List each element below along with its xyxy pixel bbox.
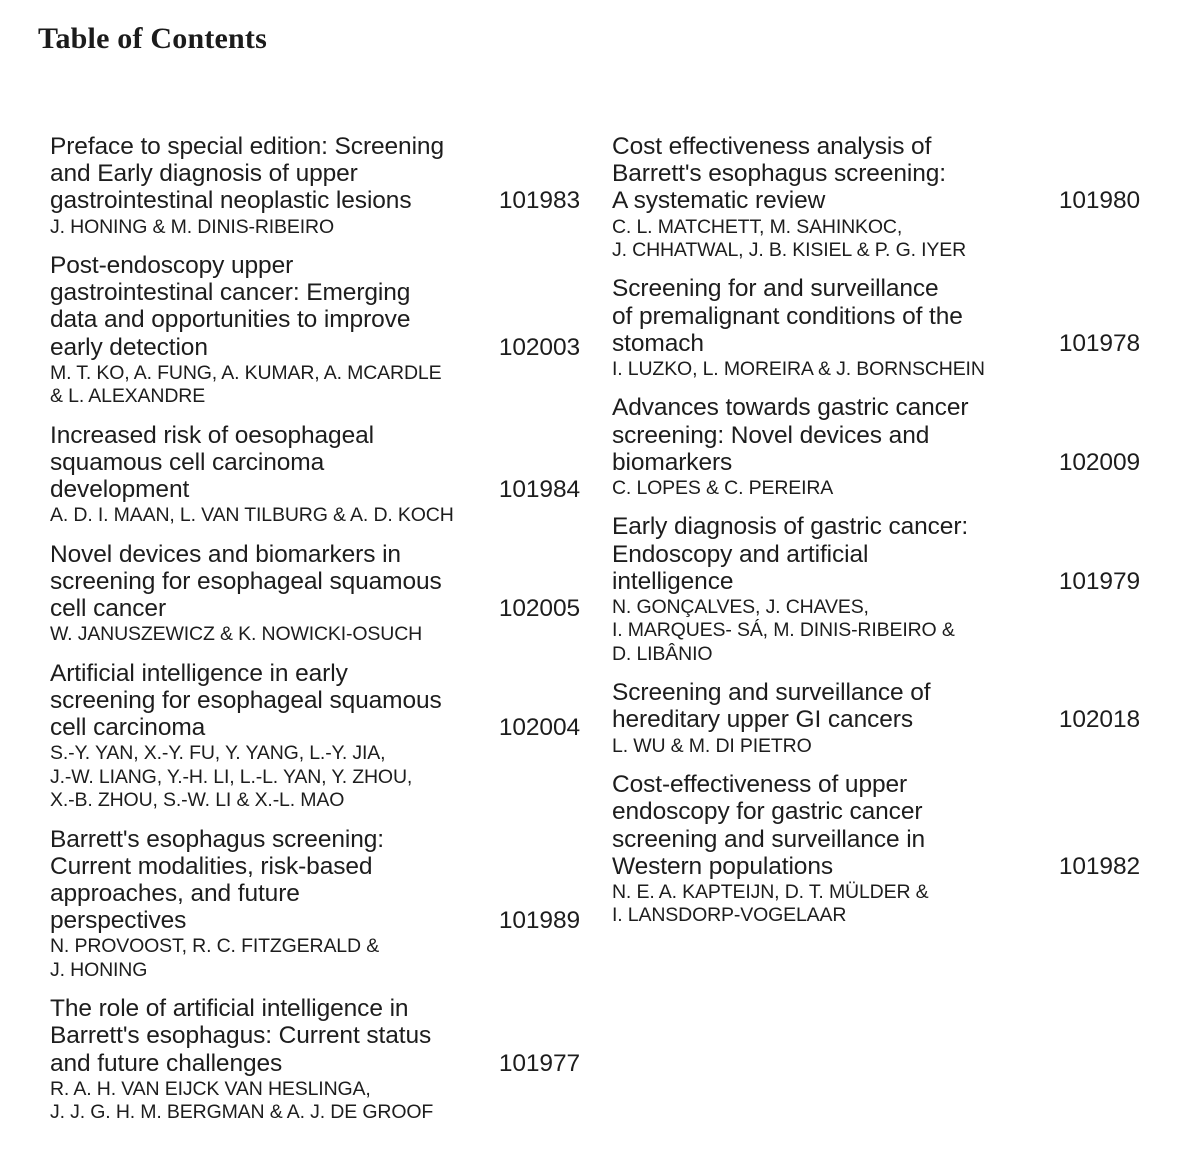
article-title-line: squamous cell carcinoma — [50, 448, 325, 476]
article-title[interactable] — [50, 133, 580, 215]
article-authors — [50, 935, 580, 982]
article-author-line: & L. ALEXANDRE — [50, 385, 206, 408]
article-title[interactable] — [50, 252, 580, 361]
article-title-lines — [612, 275, 1042, 357]
article-title-line: Early diagnosis of gastric cancer: — [612, 513, 969, 541]
article-authors — [50, 216, 580, 239]
article-title-lines — [612, 513, 1042, 595]
article-title-lines — [50, 660, 480, 742]
article-title-line: screening for esophageal squamous — [50, 686, 442, 714]
article-title-lines — [50, 252, 480, 361]
article-title-line: Barrett's esophagus: Current status — [50, 1022, 432, 1050]
article-title-line: of premalignant conditions of the — [612, 302, 963, 330]
article-title-line: development — [50, 476, 190, 504]
toc-column-left — [0, 133, 600, 1138]
article-title[interactable] — [50, 541, 580, 623]
article-title-line: Novel devices and biomarkers in — [50, 540, 401, 568]
toc-entry[interactable] — [612, 679, 1140, 758]
article-page-number: 102003 — [498, 333, 580, 361]
article-title-lines — [612, 771, 1042, 880]
article-author-line: X.-B. ZHOU, S.-W. LI & X.-L. MAO — [50, 789, 345, 812]
article-title-lines — [50, 995, 480, 1077]
article-title-line: Cost-effectiveness of upper — [612, 771, 908, 799]
article-title[interactable] — [50, 826, 580, 935]
article-title-line: biomarkers — [612, 448, 733, 476]
article-author-line: I. LUZKO, L. MOREIRA & J. BORNSCHEIN — [612, 358, 985, 381]
article-page-number: 101983 — [498, 187, 580, 215]
article-title-line: stomach — [612, 329, 704, 357]
article-title-lines — [50, 422, 480, 504]
toc-entry[interactable] — [612, 275, 1140, 381]
article-title-line: gastrointestinal neoplastic lesions — [50, 187, 412, 215]
article-title-line: data and opportunities to improve — [50, 306, 411, 334]
article-author-line: N. GONÇALVES, J. CHAVES, — [612, 596, 869, 619]
article-title-line: Barrett's esophagus screening: — [612, 160, 946, 188]
toc-entry[interactable] — [50, 660, 580, 813]
article-title-line: early detection — [50, 333, 208, 361]
article-author-line: C. LOPES & C. PEREIRA — [612, 477, 834, 500]
article-author-line: R. A. H. VAN EIJCK VAN HESLINGA, — [50, 1077, 371, 1100]
article-author-line: N. E. A. KAPTEIJN, D. T. MÜLDER & — [612, 880, 929, 903]
article-title-line: Barrett's esophagus screening: — [50, 825, 384, 853]
article-title-line: A systematic review — [612, 187, 826, 215]
article-author-line: J. HONING & M. DINIS-RIBEIRO — [50, 215, 334, 238]
article-title-line: and Early diagnosis of upper — [50, 160, 358, 188]
toc-entry[interactable] — [50, 541, 580, 647]
article-author-line: I. LANSDORP-VOGELAAR — [612, 904, 847, 927]
article-title-line: Increased risk of oesophageal — [50, 421, 374, 449]
article-author-line: N. PROVOOST, R. C. FITZGERALD & — [50, 935, 380, 958]
toc-columns — [0, 133, 1200, 1138]
article-authors — [612, 216, 1140, 263]
article-title-line: approaches, and future — [50, 879, 300, 907]
article-title-line: Screening for and surveillance — [612, 275, 939, 303]
article-author-line: A. D. I. MAAN, L. VAN TILBURG & A. D. KOCH — [50, 504, 454, 527]
article-page-number: 102018 — [1058, 706, 1140, 734]
article-page-number: 102009 — [1058, 448, 1140, 476]
article-title-lines — [50, 133, 480, 215]
toc-entry[interactable] — [50, 995, 580, 1124]
article-title[interactable] — [50, 422, 580, 504]
article-author-line: J.-W. LIANG, Y.-H. LI, L.-L. YAN, Y. ZHOU, — [50, 765, 413, 788]
article-title-lines — [50, 541, 480, 623]
article-title[interactable] — [612, 771, 1140, 880]
article-author-line: W. JANUSZEWICZ & K. NOWICKI-OSUCH — [50, 623, 423, 646]
toc-entry[interactable] — [50, 252, 580, 409]
article-author-line: J. CHHATWAL, J. B. KISIEL & P. G. IYER — [612, 239, 967, 262]
article-title-line: Artificial intelligence in early — [50, 659, 348, 687]
toc-entry[interactable] — [50, 133, 580, 239]
article-authors — [612, 596, 1140, 666]
page-title: Table of Contents — [38, 22, 267, 55]
article-title[interactable] — [50, 995, 580, 1077]
article-title[interactable] — [612, 394, 1140, 476]
article-title-line: screening for esophageal squamous — [50, 567, 442, 595]
article-page-number: 101979 — [1058, 567, 1140, 595]
article-author-line: L. WU & M. DI PIETRO — [612, 734, 812, 757]
article-page-number: 102005 — [498, 595, 580, 623]
article-authors — [50, 1078, 580, 1125]
article-title-line: perspectives — [50, 907, 187, 935]
article-author-line: M. T. KO, A. FUNG, A. KUMAR, A. MCARDLE — [50, 361, 442, 384]
toc-entry[interactable] — [612, 771, 1140, 928]
article-title[interactable] — [612, 679, 1140, 733]
article-page-number: 101984 — [498, 476, 580, 504]
article-title[interactable] — [612, 275, 1140, 357]
article-authors — [50, 504, 580, 527]
article-authors — [50, 362, 580, 409]
toc-column-right — [600, 133, 1200, 941]
toc-entry[interactable] — [50, 422, 580, 528]
article-title[interactable] — [612, 513, 1140, 595]
article-title-line: Endoscopy and artificial — [612, 540, 869, 568]
article-title-line: intelligence — [612, 567, 734, 595]
article-title-line: The role of artificial intelligence in — [50, 995, 409, 1023]
article-author-line: S.-Y. YAN, X.-Y. FU, Y. YANG, L.-Y. JIA, — [50, 742, 386, 765]
article-title-line: Screening and surveillance of — [612, 679, 931, 707]
article-title-line: screening and surveillance in — [612, 825, 926, 853]
article-authors — [50, 742, 580, 812]
article-authors — [612, 358, 1140, 381]
article-author-line: J. HONING — [50, 958, 148, 981]
article-title-line: endoscopy for gastric cancer — [612, 798, 923, 826]
article-author-line: D. LIBÂNIO — [612, 642, 713, 665]
article-title-line: Current modalities, risk-based — [50, 852, 373, 880]
article-page-number: 101977 — [498, 1049, 580, 1077]
article-title-lines — [612, 133, 1042, 215]
article-page-number: 101989 — [498, 907, 580, 935]
article-title-line: gastrointestinal cancer: Emerging — [50, 279, 411, 307]
article-authors — [612, 477, 1140, 500]
article-title-line: and future challenges — [50, 1049, 283, 1077]
article-title-line: cell carcinoma — [50, 714, 206, 742]
article-author-line: C. L. MATCHETT, M. SAHINKOC, — [612, 215, 903, 238]
article-page-number: 101978 — [1058, 329, 1140, 357]
article-title-line: Advances towards gastric cancer — [612, 394, 969, 422]
article-title-line: cell cancer — [50, 595, 167, 623]
article-authors — [612, 881, 1140, 928]
article-title[interactable] — [612, 133, 1140, 215]
article-author-line: I. MARQUES- SÁ, M. DINIS-RIBEIRO & — [612, 619, 955, 642]
article-page-number: 101980 — [1058, 187, 1140, 215]
article-title-line: hereditary upper GI cancers — [612, 706, 913, 734]
article-page-number: 101982 — [1058, 852, 1140, 880]
toc-entry[interactable] — [612, 513, 1140, 666]
article-title-line: Preface to special edition: Screening — [50, 133, 444, 160]
article-title-line: Post-endoscopy upper — [50, 252, 294, 280]
toc-entry[interactable] — [612, 133, 1140, 262]
article-title-line: screening: Novel devices and — [612, 421, 930, 449]
article-title-lines — [612, 679, 1042, 733]
article-title-line: Cost effectiveness analysis of — [612, 133, 932, 160]
article-authors — [50, 623, 580, 646]
article-authors — [612, 735, 1140, 758]
article-title-line: Western populations — [612, 852, 834, 880]
article-title-lines — [612, 394, 1042, 476]
toc-entry[interactable] — [612, 394, 1140, 500]
article-page-number: 102004 — [498, 714, 580, 742]
toc-entry[interactable] — [50, 826, 580, 983]
article-author-line: J. J. G. H. M. BERGMAN & A. J. DE GROOF — [50, 1101, 434, 1124]
article-title-lines — [50, 826, 480, 935]
article-title[interactable] — [50, 660, 580, 742]
